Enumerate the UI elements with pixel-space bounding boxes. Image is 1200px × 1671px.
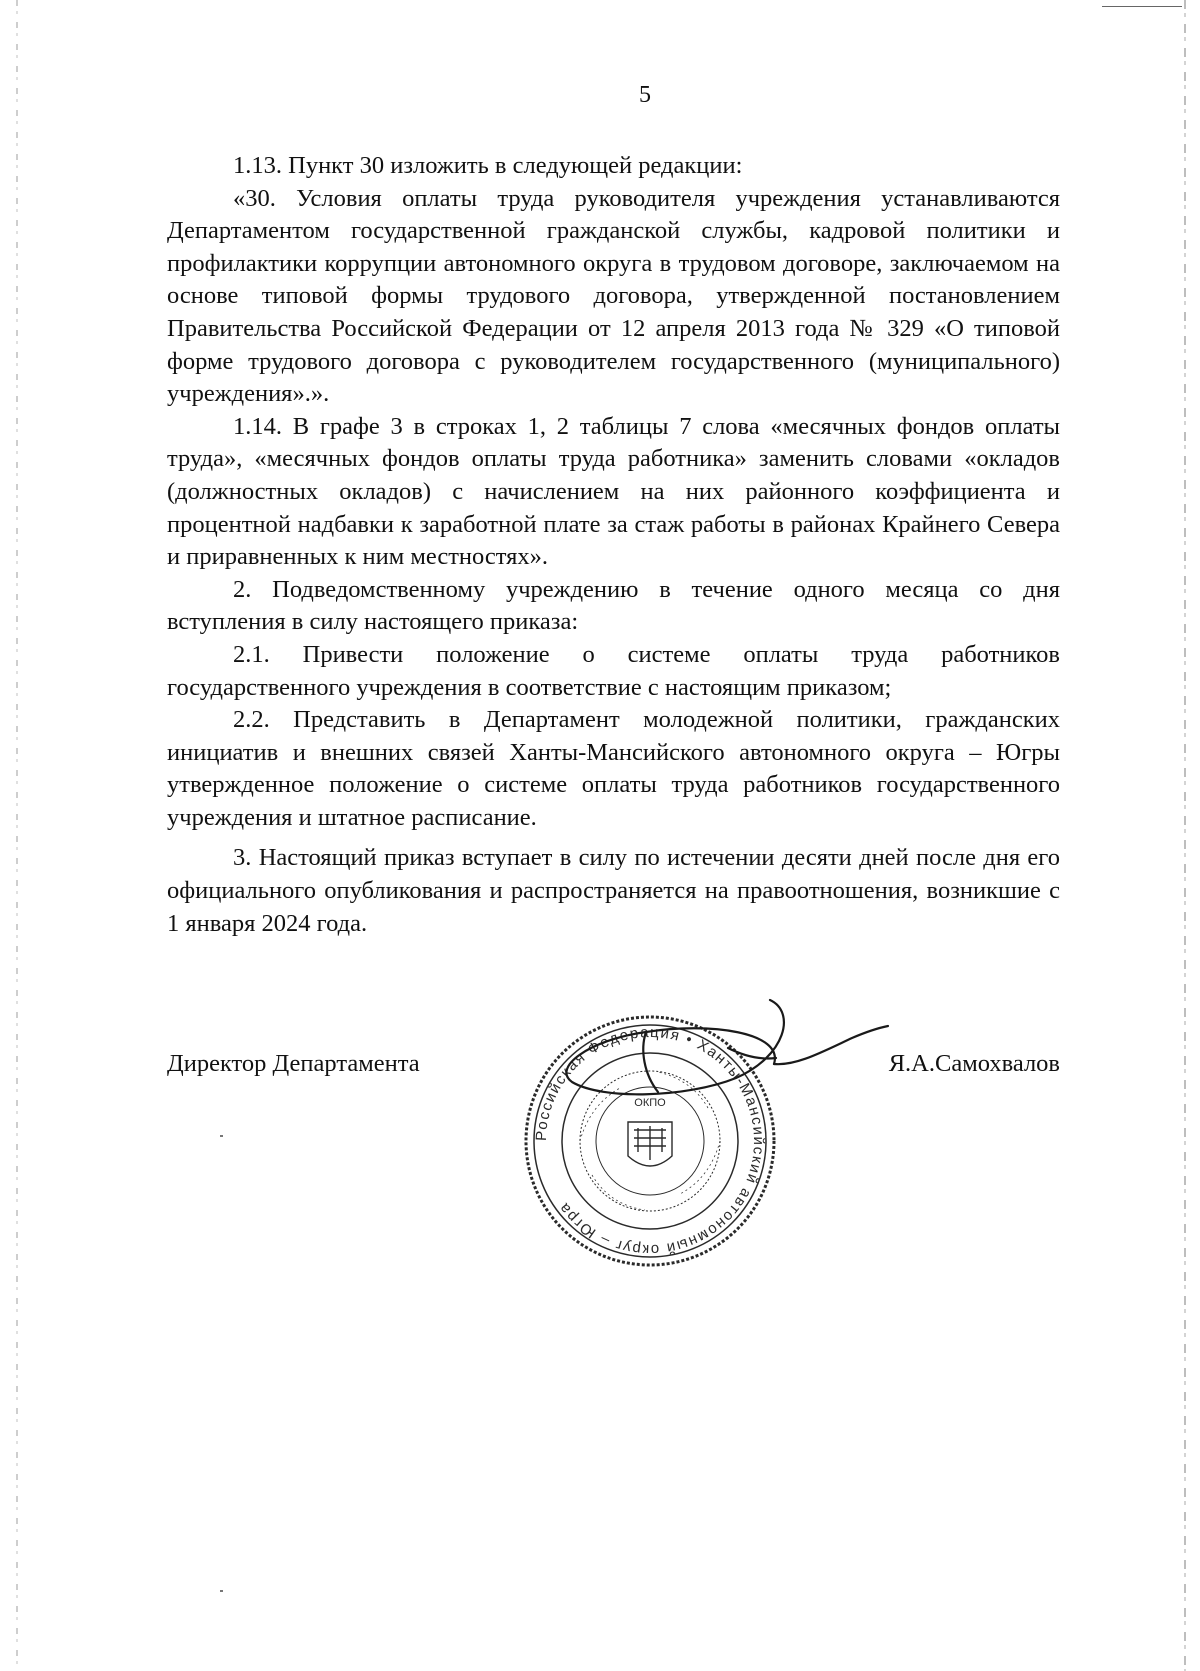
scan-speck — [220, 1590, 223, 1592]
page-number: 5 — [639, 82, 651, 108]
signatory-name: Я.А.Самохвалов — [888, 1050, 1060, 1077]
signatory-title: Директор Департамента — [167, 1050, 420, 1077]
paragraph-2-1: 2.1. Привести положение о системе оплаты труда работников государственного учреждения в соответствие с настоящим приказом; — [167, 640, 1060, 701]
scan-speck — [220, 1135, 223, 1137]
document-body — [167, 150, 1060, 940]
seal-outer-text: Российская Федерация • Ханты-Мансийский автономный округ – Югра — [532, 1023, 768, 1259]
paragraph-3: 3. Настоящий приказ вступает в силу по истечении десяти дней после дня его официального опубликования и распространяется на правоотношения, возникшие с 1 января 2024 года. — [167, 844, 1060, 937]
scan-left-edge — [16, 0, 18, 1671]
paragraph-2-2: 2.2. Представить в Департамент молодежной политики, гражданских инициатив и внешних связей Ханты-Мансийского автономного округа – Югры утвержденное положение о системе оплаты труда работников государственного учреждения и штатное расписание. — [167, 706, 1060, 831]
paragraph-item-30: «30. Условия оплаты труда руководителя учреждения устанавливаются Департаментом государственной гражданской службы, кадровой политики и профилактики коррупции автономного округа в трудовом договоре, заключаемом на основе типовой формы трудового договора, утвержденной постановлением Правительства Российской Федерации от 12 апреля 2013 года № 329 «О типовой форме трудового договора с руководителем государственного (муниципального) учреждения».». — [167, 184, 1060, 408]
paragraph-1-14: 1.14. В графе 3 в строках 1, 2 таблицы 7 слова «месячных фондов оплаты труда», «месячных фондов оплаты труда работника» заменить словами «окладов (должностных окладов) с начислением на них районного коэффициента и процентной надбавки к заработной плате за стаж работы в районах Крайнего Севера и приравненных к ним местностях». — [167, 412, 1060, 571]
paragraph-2: 2. Подведомственному учреждению в течение одного месяца со дня вступления в силу настоящего приказа: — [167, 575, 1060, 636]
scan-top-mark — [1102, 6, 1182, 7]
seal-inner-text: ОКПО — [634, 1097, 666, 1109]
scan-right-edge — [1184, 0, 1186, 1671]
handwritten-signature — [560, 990, 890, 1140]
paragraph-1-13: 1.13. Пункт 30 изложить в следующей редакции: — [233, 152, 743, 179]
